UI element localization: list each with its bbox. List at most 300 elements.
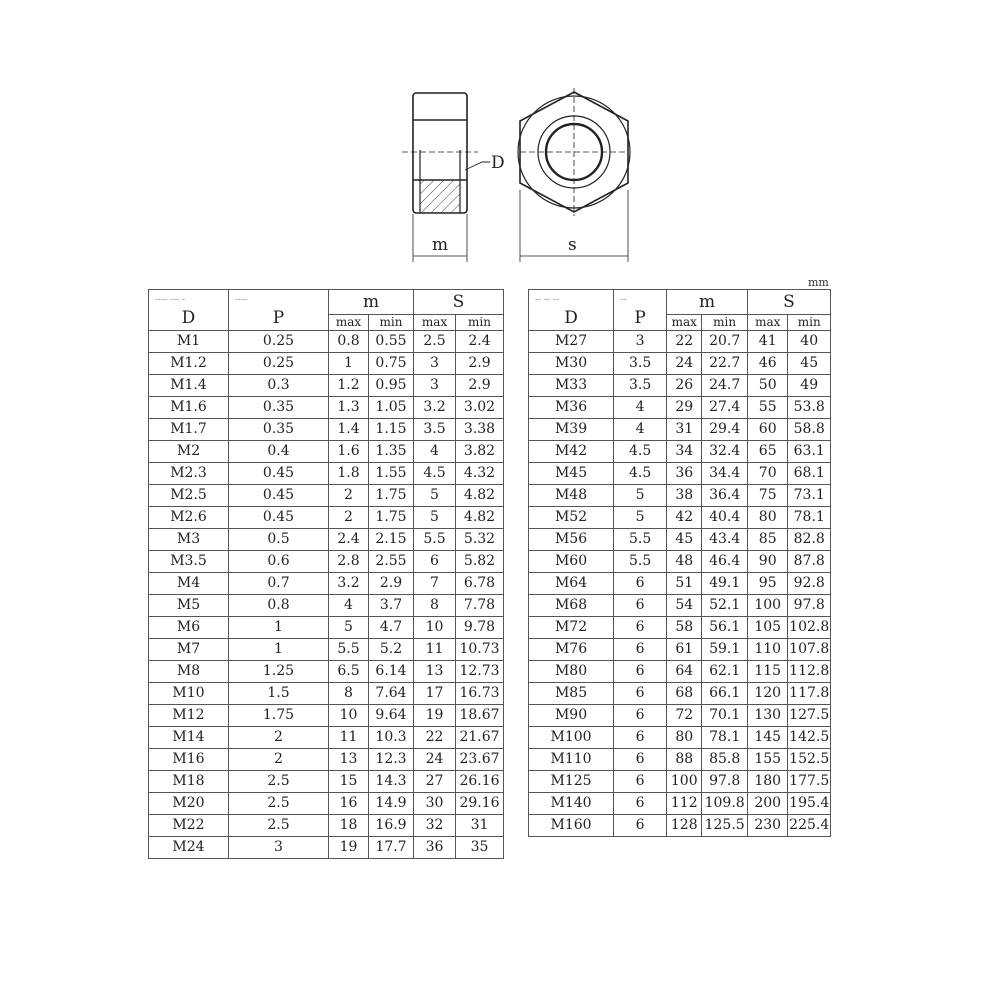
header-p xyxy=(614,290,667,331)
cell-m-min: 70.1 xyxy=(702,705,748,727)
table-row xyxy=(149,353,504,375)
cell-m-max: 19 xyxy=(329,837,369,859)
cell-m-min: 14.3 xyxy=(369,771,414,793)
cell-s-min: 177.5 xyxy=(788,771,831,793)
cell-s-min: 4.82 xyxy=(456,485,504,507)
cell-m-max: 3.2 xyxy=(329,573,369,595)
cell-p: 0.7 xyxy=(229,573,329,595)
cell-m-min: 1.75 xyxy=(369,485,414,507)
cell-s-max: 70 xyxy=(748,463,788,485)
cell-p: 6 xyxy=(614,661,667,683)
cell-p: 0.8 xyxy=(229,595,329,617)
cell-m-max: 68 xyxy=(667,683,702,705)
table-row xyxy=(149,815,504,837)
cell-d: M12 xyxy=(149,705,229,727)
cell-s-max: 41 xyxy=(748,331,788,353)
table-row xyxy=(529,529,831,551)
cell-p: 3 xyxy=(229,837,329,859)
cell-s-min: 31 xyxy=(456,815,504,837)
cell-s-min: 142.5 xyxy=(788,727,831,749)
cell-m-min: 22.7 xyxy=(702,353,748,375)
cell-m-max: 1.2 xyxy=(329,375,369,397)
cell-m-min: 17.7 xyxy=(369,837,414,859)
table-row xyxy=(149,793,504,815)
cell-m-min: 62.1 xyxy=(702,661,748,683)
cell-s-max: 36 xyxy=(414,837,456,859)
header-max: max xyxy=(329,315,369,331)
table-row xyxy=(149,661,504,683)
cell-m-min: 1.15 xyxy=(369,419,414,441)
cell-s-min: 23.67 xyxy=(456,749,504,771)
label-s: s xyxy=(568,235,577,255)
cell-m-min: 10.3 xyxy=(369,727,414,749)
cell-m-max: 36 xyxy=(667,463,702,485)
cell-s-max: 19 xyxy=(414,705,456,727)
cell-p: 0.25 xyxy=(229,353,329,375)
table-row xyxy=(529,815,831,837)
cell-s-min: 73.1 xyxy=(788,485,831,507)
table-row xyxy=(529,793,831,815)
cell-s-max: 7 xyxy=(414,573,456,595)
cell-s-min: 3.38 xyxy=(456,419,504,441)
cell-s-min: 5.32 xyxy=(456,529,504,551)
cell-d: M16 xyxy=(149,749,229,771)
cell-s-max: 55 xyxy=(748,397,788,419)
cell-d: M64 xyxy=(529,573,614,595)
cell-m-max: 4 xyxy=(329,595,369,617)
cell-p: 5 xyxy=(614,485,667,507)
cell-s-max: 6 xyxy=(414,551,456,573)
cell-s-min: 82.8 xyxy=(788,529,831,551)
cell-m-min: 2.55 xyxy=(369,551,414,573)
cell-p: 6 xyxy=(614,573,667,595)
cell-m-min: 2.15 xyxy=(369,529,414,551)
header-p xyxy=(229,290,329,331)
cell-s-min: 2.9 xyxy=(456,353,504,375)
cell-p: 5.5 xyxy=(614,529,667,551)
table-row xyxy=(149,397,504,419)
cell-m-max: 61 xyxy=(667,639,702,661)
cell-d: M1.6 xyxy=(149,397,229,419)
cell-s-min: 2.4 xyxy=(456,331,504,353)
table-row xyxy=(149,595,504,617)
cell-s-min: 10.73 xyxy=(456,639,504,661)
cell-m-max: 2 xyxy=(329,485,369,507)
cell-s-min: 87.8 xyxy=(788,551,831,573)
cell-d: M27 xyxy=(529,331,614,353)
cell-p: 5 xyxy=(614,507,667,529)
cell-d: M20 xyxy=(149,793,229,815)
cell-d: M140 xyxy=(529,793,614,815)
cell-p: 1.25 xyxy=(229,661,329,683)
header-d-label: D xyxy=(181,308,196,328)
cell-s-max: 230 xyxy=(748,815,788,837)
cell-m-max: 72 xyxy=(667,705,702,727)
cell-m-min: 43.4 xyxy=(702,529,748,551)
cell-s-max: 8 xyxy=(414,595,456,617)
cell-m-max: 100 xyxy=(667,771,702,793)
cell-m-min: 66.1 xyxy=(702,683,748,705)
cell-m-max: 0.8 xyxy=(329,331,369,353)
cell-m-max: 2.4 xyxy=(329,529,369,551)
cell-s-max: 22 xyxy=(414,727,456,749)
cell-s-max: 3.2 xyxy=(414,397,456,419)
cell-m-min: 36.4 xyxy=(702,485,748,507)
cell-s-max: 95 xyxy=(748,573,788,595)
cell-d: M2.6 xyxy=(149,507,229,529)
cell-m-min: 97.8 xyxy=(702,771,748,793)
header-min: min xyxy=(702,315,748,331)
header-smudge: ‐-‐‐ ‐‐‐ ‐ xyxy=(155,295,186,305)
cell-m-min: 1.05 xyxy=(369,397,414,419)
cell-m-min: 1.55 xyxy=(369,463,414,485)
cell-s-min: 35 xyxy=(456,837,504,859)
cell-p: 4.5 xyxy=(614,441,667,463)
table-row xyxy=(149,705,504,727)
cell-m-max: 64 xyxy=(667,661,702,683)
cell-m-min: 27.4 xyxy=(702,397,748,419)
table-row xyxy=(149,837,504,859)
cell-s-min: 5.82 xyxy=(456,551,504,573)
cell-s-max: 11 xyxy=(414,639,456,661)
cell-s-min: 45 xyxy=(788,353,831,375)
cell-p: 6 xyxy=(614,771,667,793)
cell-p: 6 xyxy=(614,683,667,705)
cell-d: M2.3 xyxy=(149,463,229,485)
table-row xyxy=(149,639,504,661)
cell-s-min: 26.16 xyxy=(456,771,504,793)
cell-s-max: 3.5 xyxy=(414,419,456,441)
cell-m-max: 1.8 xyxy=(329,463,369,485)
cell-p: 3.5 xyxy=(614,375,667,397)
cell-s-min: 12.73 xyxy=(456,661,504,683)
cell-p: 2.5 xyxy=(229,771,329,793)
cell-d: M22 xyxy=(149,815,229,837)
table-row xyxy=(149,573,504,595)
cell-m-min: 59.1 xyxy=(702,639,748,661)
cell-m-max: 58 xyxy=(667,617,702,639)
table-row xyxy=(149,683,504,705)
cell-d: M125 xyxy=(529,771,614,793)
cell-s-min: 63.1 xyxy=(788,441,831,463)
table-row xyxy=(149,507,504,529)
label-m: m xyxy=(432,235,449,255)
cell-m-max: 29 xyxy=(667,397,702,419)
cell-d: M2 xyxy=(149,441,229,463)
cell-m-max: 51 xyxy=(667,573,702,595)
cell-p: 6 xyxy=(614,617,667,639)
cell-d: M3.5 xyxy=(149,551,229,573)
header-d-label: D xyxy=(564,308,578,328)
cell-s-max: 3 xyxy=(414,375,456,397)
table-body xyxy=(529,331,831,837)
table-row xyxy=(149,485,504,507)
cell-m-min: 7.64 xyxy=(369,683,414,705)
cell-p: 6 xyxy=(614,727,667,749)
cell-d: M1.2 xyxy=(149,353,229,375)
cell-m-min: 0.55 xyxy=(369,331,414,353)
cell-p: 1 xyxy=(229,639,329,661)
size-table-right xyxy=(528,289,831,837)
cell-p: 6 xyxy=(614,793,667,815)
table-row xyxy=(149,749,504,771)
cell-s-max: 180 xyxy=(748,771,788,793)
cell-m-max: 11 xyxy=(329,727,369,749)
cell-m-min: 2.9 xyxy=(369,573,414,595)
cell-d: M1 xyxy=(149,331,229,353)
cell-p: 5.5 xyxy=(614,551,667,573)
table-row xyxy=(149,375,504,397)
header-d xyxy=(529,290,614,331)
table-row xyxy=(529,419,831,441)
cell-p: 1 xyxy=(229,617,329,639)
header-min: min xyxy=(369,315,414,331)
cell-d: M56 xyxy=(529,529,614,551)
table-row xyxy=(149,551,504,573)
table-row xyxy=(529,375,831,397)
cell-d: M80 xyxy=(529,661,614,683)
cell-s-min: 195.4 xyxy=(788,793,831,815)
cell-m-min: 9.64 xyxy=(369,705,414,727)
cell-m-max: 34 xyxy=(667,441,702,463)
header-m: m xyxy=(667,290,748,315)
cell-m-max: 38 xyxy=(667,485,702,507)
table-row xyxy=(529,705,831,727)
cell-s-min: 21.67 xyxy=(456,727,504,749)
cell-s-min: 3.82 xyxy=(456,441,504,463)
table-row xyxy=(529,639,831,661)
cell-s-max: 30 xyxy=(414,793,456,815)
cell-s-min: 78.1 xyxy=(788,507,831,529)
cell-s-max: 32 xyxy=(414,815,456,837)
cell-s-max: 4 xyxy=(414,441,456,463)
cell-d: M33 xyxy=(529,375,614,397)
cell-d: M90 xyxy=(529,705,614,727)
cell-d: M39 xyxy=(529,419,614,441)
header-s: S xyxy=(748,290,831,315)
cell-p: 1.75 xyxy=(229,705,329,727)
cell-m-max: 1.6 xyxy=(329,441,369,463)
cell-m-max: 2.8 xyxy=(329,551,369,573)
cell-s-max: 60 xyxy=(748,419,788,441)
cell-m-max: 5 xyxy=(329,617,369,639)
cell-m-min: 1.35 xyxy=(369,441,414,463)
cell-p: 6 xyxy=(614,639,667,661)
cell-d: M68 xyxy=(529,595,614,617)
cell-m-min: 14.9 xyxy=(369,793,414,815)
table-row xyxy=(149,441,504,463)
cell-m-min: 0.95 xyxy=(369,375,414,397)
cell-s-min: 117.8 xyxy=(788,683,831,705)
cell-d: M10 xyxy=(149,683,229,705)
cell-m-max: 8 xyxy=(329,683,369,705)
cell-s-max: 85 xyxy=(748,529,788,551)
table-row xyxy=(149,529,504,551)
cell-m-min: 49.1 xyxy=(702,573,748,595)
cell-s-min: 53.8 xyxy=(788,397,831,419)
cell-d: M5 xyxy=(149,595,229,617)
cell-m-max: 15 xyxy=(329,771,369,793)
cell-m-max: 13 xyxy=(329,749,369,771)
cell-p: 0.5 xyxy=(229,529,329,551)
cell-p: 0.6 xyxy=(229,551,329,573)
cell-s-max: 100 xyxy=(748,595,788,617)
cell-p: 2 xyxy=(229,749,329,771)
cell-s-max: 5.5 xyxy=(414,529,456,551)
cell-d: M60 xyxy=(529,551,614,573)
cell-p: 0.35 xyxy=(229,397,329,419)
header-max: max xyxy=(667,315,702,331)
cell-s-max: 80 xyxy=(748,507,788,529)
cell-m-max: 6.5 xyxy=(329,661,369,683)
cell-s-max: 110 xyxy=(748,639,788,661)
table-row xyxy=(529,331,831,353)
table-row xyxy=(529,771,831,793)
cell-m-min: 3.7 xyxy=(369,595,414,617)
cell-s-min: 6.78 xyxy=(456,573,504,595)
cell-s-min: 92.8 xyxy=(788,573,831,595)
cell-s-min: 4.32 xyxy=(456,463,504,485)
cell-s-max: 5 xyxy=(414,485,456,507)
cell-s-max: 24 xyxy=(414,749,456,771)
table-body xyxy=(149,331,504,859)
cell-m-min: 12.3 xyxy=(369,749,414,771)
cell-d: M160 xyxy=(529,815,614,837)
cell-p: 0.45 xyxy=(229,463,329,485)
cell-m-min: 40.4 xyxy=(702,507,748,529)
cell-s-max: 120 xyxy=(748,683,788,705)
cell-d: M2.5 xyxy=(149,485,229,507)
cell-s-min: 9.78 xyxy=(456,617,504,639)
cell-s-max: 105 xyxy=(748,617,788,639)
cell-s-max: 3 xyxy=(414,353,456,375)
cell-s-min: 16.73 xyxy=(456,683,504,705)
cell-s-min: 225.4 xyxy=(788,815,831,837)
cell-d: M7 xyxy=(149,639,229,661)
cell-m-min: 0.75 xyxy=(369,353,414,375)
header-max: max xyxy=(414,315,456,331)
cell-s-min: 97.8 xyxy=(788,595,831,617)
cell-m-max: 31 xyxy=(667,419,702,441)
header-smudge: ‐‐‐‐ xyxy=(235,295,248,305)
header-smudge: ‐‐ ‐‐ ‐‐ xyxy=(535,295,559,305)
cell-s-min: 7.78 xyxy=(456,595,504,617)
table-row xyxy=(529,441,831,463)
cell-p: 2.5 xyxy=(229,815,329,837)
cell-p: 0.3 xyxy=(229,375,329,397)
header-smudge: ‐‐ xyxy=(620,295,627,305)
table-row xyxy=(529,551,831,573)
cell-m-min: 78.1 xyxy=(702,727,748,749)
cell-p: 1.5 xyxy=(229,683,329,705)
cell-d: M76 xyxy=(529,639,614,661)
cell-m-max: 54 xyxy=(667,595,702,617)
cell-m-max: 1 xyxy=(329,353,369,375)
cell-s-min: 18.67 xyxy=(456,705,504,727)
cell-m-min: 5.2 xyxy=(369,639,414,661)
cell-d: M18 xyxy=(149,771,229,793)
cell-d: M72 xyxy=(529,617,614,639)
cell-p: 0.4 xyxy=(229,441,329,463)
cell-s-min: 152.5 xyxy=(788,749,831,771)
table-row xyxy=(529,573,831,595)
cell-s-min: 58.8 xyxy=(788,419,831,441)
cell-s-min: 127.5 xyxy=(788,705,831,727)
cell-s-min: 2.9 xyxy=(456,375,504,397)
table-row xyxy=(529,485,831,507)
header-min: min xyxy=(788,315,831,331)
cell-m-max: 128 xyxy=(667,815,702,837)
cell-s-max: 65 xyxy=(748,441,788,463)
cell-m-max: 88 xyxy=(667,749,702,771)
table-row xyxy=(149,419,504,441)
table-row xyxy=(149,463,504,485)
label-d: D xyxy=(491,153,505,173)
cell-m-min: 1.75 xyxy=(369,507,414,529)
table-row xyxy=(529,617,831,639)
cell-s-min: 40 xyxy=(788,331,831,353)
cell-d: M100 xyxy=(529,727,614,749)
table-row xyxy=(529,507,831,529)
unit-label: mm xyxy=(808,276,829,289)
cell-s-max: 46 xyxy=(748,353,788,375)
cell-d: M36 xyxy=(529,397,614,419)
cell-s-max: 27 xyxy=(414,771,456,793)
cell-p: 6 xyxy=(614,705,667,727)
cell-p: 6 xyxy=(614,749,667,771)
cell-m-min: 125.5 xyxy=(702,815,748,837)
table-row xyxy=(529,397,831,419)
cell-m-min: 85.8 xyxy=(702,749,748,771)
cell-m-max: 24 xyxy=(667,353,702,375)
cell-s-min: 112.8 xyxy=(788,661,831,683)
cell-s-min: 102.8 xyxy=(788,617,831,639)
cell-s-max: 10 xyxy=(414,617,456,639)
cell-d: M30 xyxy=(529,353,614,375)
cell-m-max: 26 xyxy=(667,375,702,397)
cell-m-max: 18 xyxy=(329,815,369,837)
cell-m-min: 109.8 xyxy=(702,793,748,815)
cell-s-max: 90 xyxy=(748,551,788,573)
table-row xyxy=(529,353,831,375)
cell-m-min: 56.1 xyxy=(702,617,748,639)
cell-s-max: 130 xyxy=(748,705,788,727)
cell-p: 2.5 xyxy=(229,793,329,815)
cell-m-min: 32.4 xyxy=(702,441,748,463)
cell-d: M4 xyxy=(149,573,229,595)
cell-s-min: 107.8 xyxy=(788,639,831,661)
table-row xyxy=(529,595,831,617)
cell-m-max: 112 xyxy=(667,793,702,815)
size-table-left xyxy=(148,289,504,859)
header-min: min xyxy=(456,315,504,331)
cell-m-min: 46.4 xyxy=(702,551,748,573)
header-s: S xyxy=(414,290,504,315)
cell-d: M45 xyxy=(529,463,614,485)
cell-p: 4 xyxy=(614,397,667,419)
cell-s-max: 17 xyxy=(414,683,456,705)
cell-s-max: 5 xyxy=(414,507,456,529)
cell-m-max: 22 xyxy=(667,331,702,353)
header-m: m xyxy=(329,290,414,315)
cell-d: M3 xyxy=(149,529,229,551)
cell-s-min: 4.82 xyxy=(456,507,504,529)
cell-m-max: 80 xyxy=(667,727,702,749)
cell-m-max: 1.4 xyxy=(329,419,369,441)
cell-m-min: 6.14 xyxy=(369,661,414,683)
cell-d: M85 xyxy=(529,683,614,705)
cell-s-min: 49 xyxy=(788,375,831,397)
